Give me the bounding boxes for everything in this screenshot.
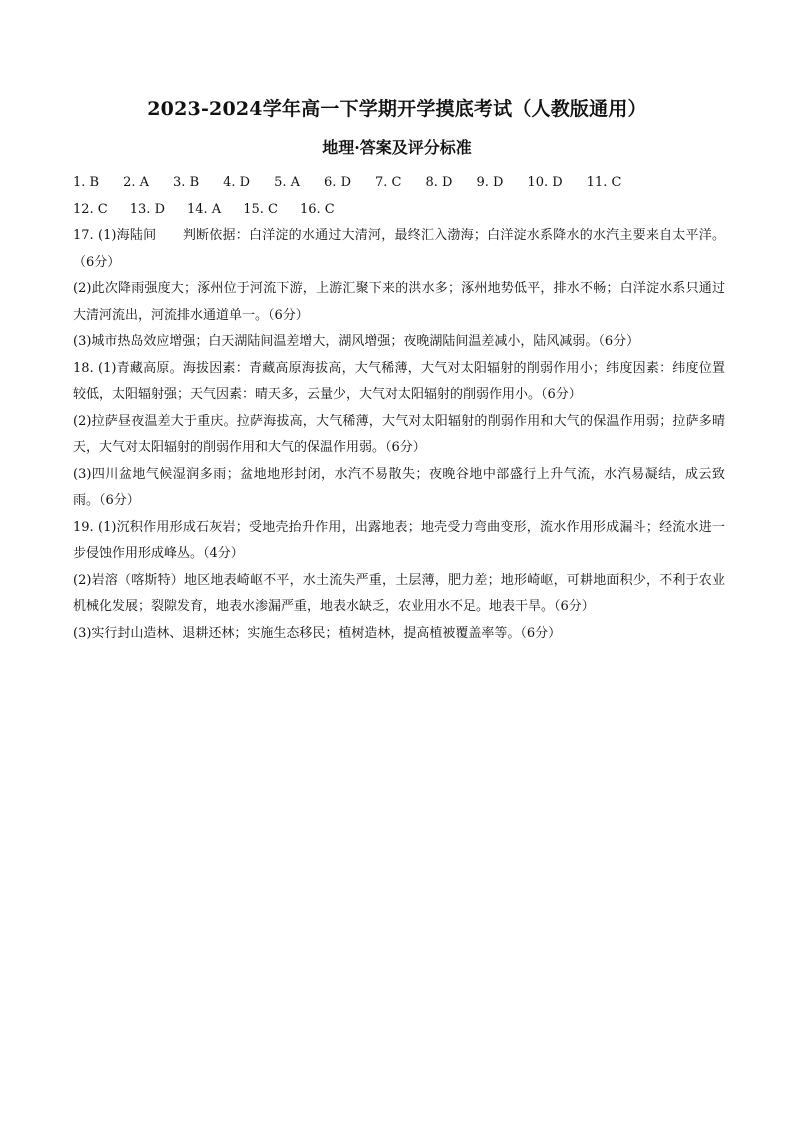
answer-paragraph-18-2: (2)拉萨昼夜温差大于重庆。拉萨海拔高，大气稀薄，大气对太阳辐射的削弱作用和大气的保温作用弱；拉萨多晴天，大气对太阳辐射的削弱作用和大气的保温作用弱。（6分） — [73, 413, 725, 455]
choice-answer: 16. C — [299, 201, 335, 217]
answer-paragraph-19-2: (2)岩溶（喀斯特）地区地表崎岖不平，水土流失严重，土层薄，肥力差；地形崎岖，可耕地面积少，不利于农业机械化发展；裂隙发育，地表水渗漏严重，地表水缺乏，农业用水不足。地表干旱。（6分） — [73, 572, 725, 614]
choice-answer: 2. A — [123, 175, 150, 190]
choice-answer: 11. C — [586, 175, 622, 190]
answer-paragraph-19-3: (3)实行封山造林、退耕还林；实施生态移民；植树造林，提高植被覆盖率等。（6分） — [73, 625, 562, 641]
choice-answer: 1. B — [73, 175, 100, 190]
page-title: 2023-2024学年高一下学期开学摸底考试（人教版通用） — [147, 98, 647, 120]
choice-answer: 13. D — [129, 201, 165, 217]
choice-answer: 9. D — [476, 175, 504, 190]
choice-answer: 4. D — [223, 175, 251, 190]
answer-paragraph-17-3: (3)城市热岛效应增强；白天湖陆间温差增大，湖风增强；夜晚湖陆间温差减小，陆风减弱。（6分） — [73, 334, 640, 349]
choice-answer: 8. D — [425, 175, 453, 190]
choice-answer: 10. D — [527, 175, 563, 190]
choice-answer: 12. C — [73, 201, 108, 217]
choice-answer: 6. D — [324, 175, 351, 190]
answer-paragraph-18-1: 18. (1)青藏高原。海拔因素：青藏高原海拔高，大气稀薄，大气对太阳辐射的削弱作用小；纬度因素：纬度位置较低，太阳辐射强；天气因素：晴天多，云量少，大气对太阳辐射的削弱作用小。（6分） — [73, 360, 725, 402]
answer-paragraph-17-2: (2)此次降雨强度大；涿州位于河流下游，上游汇聚下来的洪水多；涿州地势低平，排水不畅；白洋淀水系只通过大清河流出，河流排水通道单一。（6分） — [73, 281, 725, 323]
multiple-choice-row-2 — [73, 197, 725, 224]
answer-paragraph-17-1: 17. (1)海陆间 判断依据：白洋淀的水通过大清河，最终汇入渤海；白洋淀水系降水的水汽主要来自太平洋。（6分） — [73, 228, 725, 270]
choice-answer: 15. C — [243, 201, 278, 217]
choice-answer: 3. B — [173, 175, 200, 190]
answer-content — [73, 170, 725, 647]
choice-answer: 5. A — [274, 175, 301, 190]
choice-answer: 7. C — [375, 175, 402, 190]
choice-answer: 14. A — [187, 201, 222, 217]
multiple-choice-row-1 — [73, 170, 725, 197]
answer-paragraph-18-3: (3)四川盆地气候湿润多雨；盆地地形封闭，水汽不易散失；夜晚谷地中部盛行上升气流，水汽易凝结，成云致雨。（6分） — [73, 466, 725, 508]
answer-paragraph-19-1: 19. (1)沉积作用形成石灰岩；受地壳抬升作用，出露地表；地壳受力弯曲变形，流水作用形成漏斗；经流水进一步侵蚀作用形成峰丛。（4分） — [73, 519, 725, 561]
page-subtitle: 地理·答案及评分标准 — [322, 138, 472, 157]
